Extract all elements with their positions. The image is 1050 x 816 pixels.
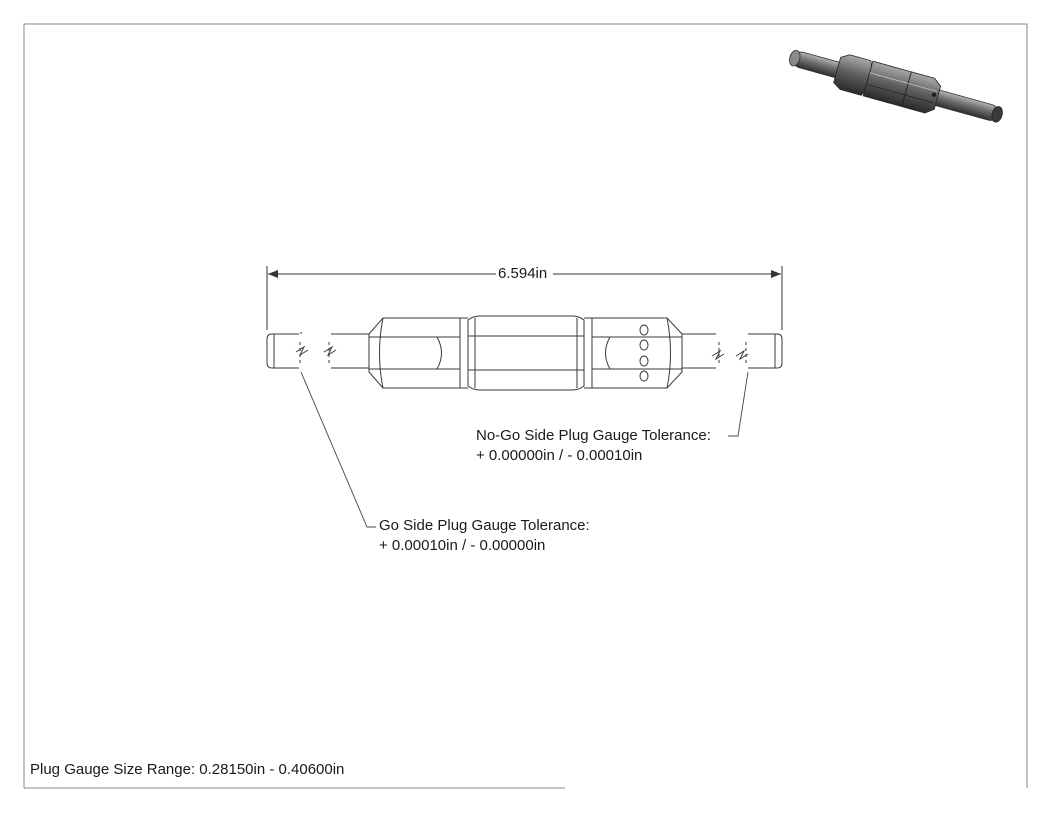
- go-tolerance-title: Go Side Plug Gauge Tolerance:: [379, 517, 590, 534]
- sheet-border: [24, 24, 1027, 788]
- nogo-tolerance-value: + 0.00000in / - 0.00010in: [476, 447, 643, 464]
- size-range-note: Plug Gauge Size Range: 0.28150in - 0.40600in: [30, 761, 345, 778]
- nogo-tolerance-title: No-Go Side Plug Gauge Tolerance:: [476, 427, 711, 444]
- isometric-view: [785, 40, 1007, 133]
- plug-gauge-side-view: [267, 316, 782, 390]
- overall-length-label: 6.594in: [498, 265, 548, 282]
- go-tolerance-value: + 0.00010in / - 0.00000in: [379, 537, 546, 554]
